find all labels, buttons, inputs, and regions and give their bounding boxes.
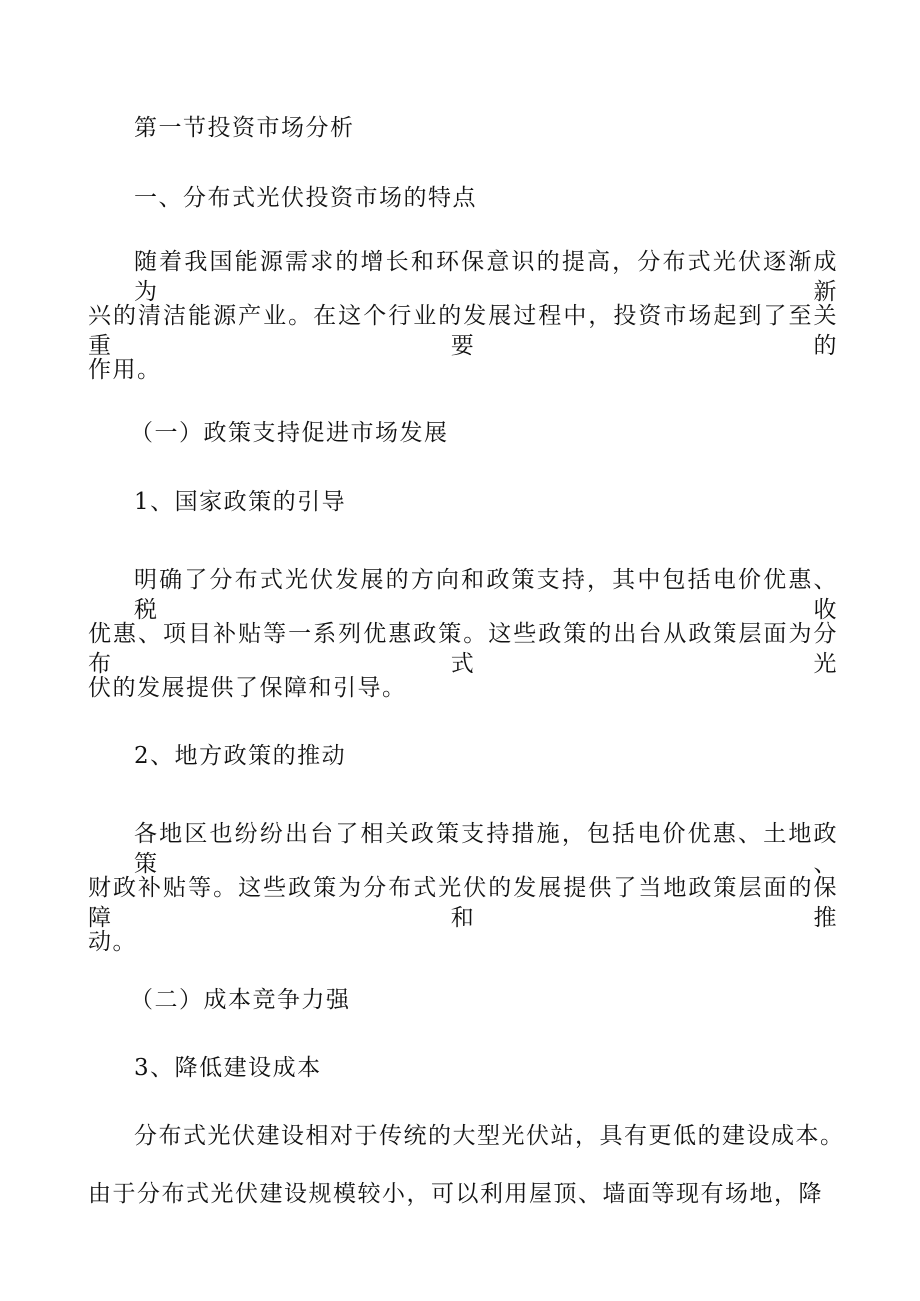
paragraph-3-line-2: 财政补贴等。这些政策为分布式光伏的发展提供了当地政策层面的保障和推: [88, 875, 838, 931]
paragraph-1-line-1: 随着我国能源需求的增长和环保意识的提高，分布式光伏逐渐成为新: [134, 249, 838, 305]
paragraph-1-line-3: 作用。: [88, 357, 162, 383]
paragraph-2-line-2: 优惠、项目补贴等一系列优惠政策。这些政策的出台从政策层面为分布式光: [88, 621, 838, 677]
paragraph-1-line-2: 兴的清洁能源产业。在这个行业的发展过程中，投资市场起到了至关重要的: [88, 303, 838, 359]
paragraph-2-line-1: 明确了分布式光伏发展的方向和政策支持，其中包括电价优惠、税收: [134, 567, 838, 623]
subheading-2: （二）成本竞争力强: [130, 987, 351, 1013]
paragraph-3-line-3: 动。: [88, 929, 137, 955]
section-title: 第一节投资市场分析: [134, 115, 355, 141]
heading-1: 一、分布式光伏投资市场的特点: [134, 185, 477, 211]
paragraph-3-line-1: 各地区也纷纷出台了相关政策支持措施，包括电价优惠、土地政策、: [134, 821, 838, 877]
paragraph-4-line-1: 分布式光伏建设相对于传统的大型光伏站，具有更低的建设成本。: [134, 1123, 845, 1149]
paragraph-2-line-3: 伏的发展提供了保障和引导。: [88, 675, 407, 701]
paragraph-4-line-2: 由于分布式光伏建设规模较小，可以利用屋顶、墙面等现有场地，降: [88, 1181, 823, 1207]
item-heading-1: 1、国家政策的引导: [134, 489, 347, 515]
item-heading-2: 2、地方政策的推动: [134, 743, 347, 769]
subheading-1: （一）政策支持促进市场发展: [130, 420, 449, 446]
item-heading-3: 3、降低建设成本: [134, 1055, 322, 1081]
